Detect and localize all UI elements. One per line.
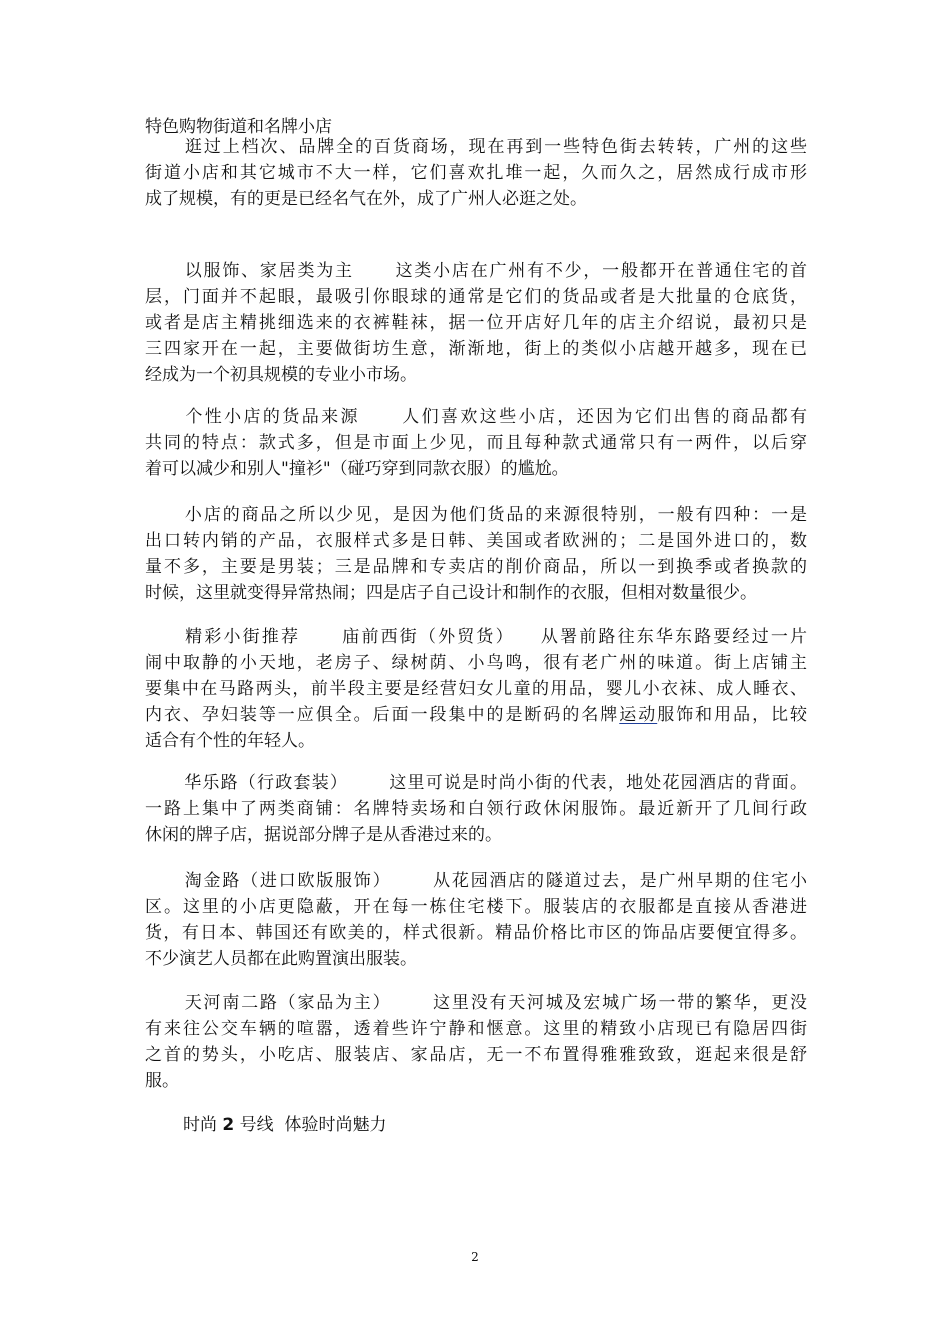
paragraph-line: 要集中在马路两头，前半段主要是经营妇女儿童的用品，婴儿小衣袜、成人睡衣、 [145, 679, 807, 699]
paragraph-tianhe-south-second-road [145, 990, 807, 1094]
line-number: 2 [222, 1115, 235, 1135]
paragraph-line: 区。这里的小店更隐蔽，开在每一栋住宅楼下。服装店的衣服都是直接从香港进 [145, 897, 807, 917]
paragraph-line: 时候，这里就变得异常热闹；四是店子自己设计和制作的衣服，但相对数量很少。 [145, 583, 757, 603]
street-name: 庙前西街（外贸货） [340, 627, 515, 647]
paragraph-line: 小店的商品之所以少见，是因为他们货品的来源很特别，一般有四种：一是 [183, 505, 807, 525]
section-heading: 天河南二路（家品为主） [183, 993, 392, 1013]
paragraph-four-sources [145, 502, 807, 606]
paragraph-line: 人们喜欢这些小店，还因为它们出售的商品都有 [399, 407, 808, 427]
paragraph-line: 休闲的牌子店，据说部分牌子是从香港过来的。 [145, 825, 502, 845]
section-heading: 精彩小街推荐 [183, 627, 301, 647]
section-heading: 华乐路（行政套装） [183, 773, 349, 793]
paragraph-line: 着可以减少和别人"撞衫"（碰巧穿到同款衣服）的尴尬。 [145, 459, 569, 479]
paragraph-line: 成了规模，有的更是已经名气在外，成了广州人必逛之处。 [145, 189, 587, 209]
section-heading: 淘金路（进口欧版服饰） [183, 871, 392, 891]
page-number: 2 [471, 1250, 479, 1264]
page-title: 特色购物街道和名牌小店 [145, 117, 332, 137]
paragraph-line: 这类小店在广州有不少，一般都开在普通住宅的首 [393, 261, 807, 281]
section-heading: 以服饰、家居类为主 [183, 261, 354, 281]
sports-link[interactable]: 运动 [619, 705, 658, 725]
paragraph-goods-source [145, 404, 807, 482]
paragraph-line: 出口转内销的产品，衣服样式多是日韩、美国或者欧洲的；二是国外进口的，数 [145, 531, 807, 551]
paragraph-line: 从署前路往东华东路要经过一片 [538, 627, 808, 647]
paragraph-line: 这里没有天河城及宏城广场一带的繁华，更没 [431, 993, 807, 1013]
paragraph-line: 内衣、孕妇装等一应俱全。后面一段集中的是断码的名牌 [145, 705, 620, 725]
paragraph-line: 层，门面并不起眼，最吸引你眼球的通常是它们的货品或者是大批量的仓底货， [145, 287, 807, 307]
paragraph-line: 一路上集中了两类商铺：名牌特卖场和白领行政休闲服饰。最近新开了几间行政 [145, 799, 807, 819]
paragraph-line: 经成为一个初具规模的专业小市场。 [145, 365, 417, 385]
paragraph-line: 逛过上档次、品牌全的百货商场，现在再到一些特色街去转转，广州的这些 [183, 137, 807, 157]
paragraph-huale-road [145, 770, 807, 848]
paragraph-apparel-home [145, 258, 807, 388]
paragraph-line: 货，有日本、韩国还有欧美的，样式很新。精品价格比市区的饰品店要便宜得多。 [145, 923, 807, 943]
paragraph-fashion-line-2 [145, 1112, 807, 1138]
paragraph-line: 不少演艺人员都在此购置演出服装。 [145, 949, 417, 969]
paragraph-line: 闹中取静的小天地，老房子、绿树荫、小鸟鸣，很有老广州的味道。街上店铺主 [145, 653, 807, 673]
paragraph-taojin-road [145, 868, 807, 972]
section-heading: 个性小店的货品来源 [183, 407, 360, 427]
section-heading-suffix: 号线 [239, 1115, 274, 1135]
paragraph-line: 适合有个性的年轻人。 [145, 731, 315, 751]
section-heading-tail: 体验时尚魅力 [284, 1115, 387, 1135]
section-heading-prefix: 时尚 [183, 1115, 217, 1135]
paragraph-line: 量不多，主要是男装；三是品牌和专卖店的削价商品，所以一到换季或者换款的 [145, 557, 807, 577]
paragraph-line: 这里可说是时尚小街的代表，地处花园酒店的背面。 [388, 773, 808, 793]
paragraph-line: 有来往公交车辆的喧嚣，透着些许宁静和惬意。这里的精致小店现已有隐居四街 [145, 1019, 807, 1039]
paragraph-line: 共同的特点：款式多，但是市面上少见，而且每种款式通常只有一两件，以后穿 [145, 433, 807, 453]
paragraph-line: 三四家开在一起，主要做街坊生意，渐渐地，街上的类似小店越开越多，现在已 [145, 339, 807, 359]
paragraph-line: 从花园酒店的隧道过去，是广州早期的住宅小 [431, 871, 807, 891]
paragraph-intro [145, 134, 807, 212]
paragraph-line: 街道小店和其它城市不大一样，它们喜欢扎堆一起，久而久之，居然成行成市形 [145, 163, 807, 183]
paragraph-line: 服。 [145, 1071, 179, 1091]
paragraph-line: 服饰和用品，比较 [657, 705, 808, 725]
paragraph-street-recommendation [145, 624, 807, 754]
paragraph-line: 之首的势头，小吃店、服装店、家品店，无一不布置得雅雅致致，逛起来很是舒 [145, 1045, 807, 1065]
paragraph-line: 或者是店主精挑细选来的衣裤鞋袜，据一位开店好几年的店主介绍说，最初只是 [145, 313, 807, 333]
